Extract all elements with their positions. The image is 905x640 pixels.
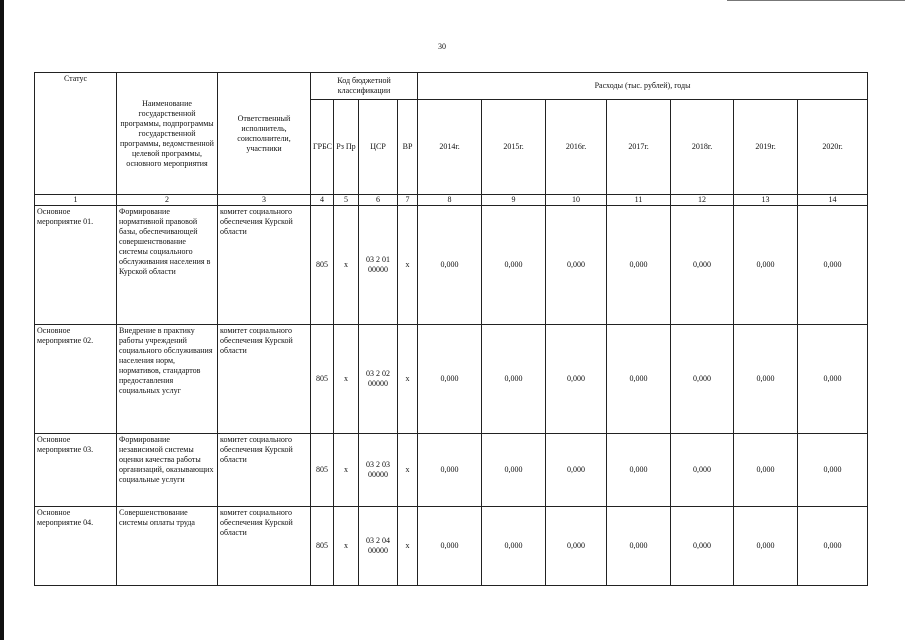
column-number: 12 [671,195,734,206]
header-year: 2020г. [798,100,868,195]
header-year: 2015г. [482,100,546,195]
row-status: Основное мероприятие 01. [35,206,117,325]
row-value: 0,000 [734,206,798,325]
row-rzpr: х [334,434,359,507]
scan-left-border [0,0,4,640]
row-csr: 03 2 01 00000 [359,206,398,325]
column-number: 14 [798,195,868,206]
column-number: 7 [398,195,418,206]
row-value: 0,000 [418,206,482,325]
row-value: 0,000 [546,434,607,507]
row-status: Основное мероприятие 04. [35,507,117,586]
row-value: 0,000 [607,507,671,586]
row-value: 0,000 [671,325,734,434]
row-vr: х [398,434,418,507]
header-year: 2016г. [546,100,607,195]
row-value: 0,000 [607,434,671,507]
column-number: 8 [418,195,482,206]
row-rzpr: х [334,325,359,434]
table-row [35,507,868,586]
row-grbs: 805 [311,434,334,507]
row-name: Внедрение в практику работы учреждений социального обслуживания населения норм, нормативов, стандартов предоставления социальных услуг [117,325,218,434]
header-grbs: ГРБС [311,100,334,195]
column-number: 3 [218,195,311,206]
row-rzpr: х [334,507,359,586]
column-number: 9 [482,195,546,206]
row-value: 0,000 [798,434,868,507]
budget-table [34,72,868,586]
header-expenses: Расходы (тыс. рублей), годы [418,73,868,100]
row-status: Основное мероприятие 02. [35,325,117,434]
row-value: 0,000 [418,434,482,507]
column-number: 13 [734,195,798,206]
row-value: 0,000 [418,507,482,586]
column-number: 1 [35,195,117,206]
row-value: 0,000 [734,325,798,434]
column-number: 11 [607,195,671,206]
row-value: 0,000 [798,507,868,586]
row-value: 0,000 [482,507,546,586]
row-value: 0,000 [482,206,546,325]
row-vr: х [398,507,418,586]
row-value: 0,000 [671,206,734,325]
row-csr: 03 2 02 00000 [359,325,398,434]
scan-top-line [727,0,905,1]
row-rzpr: х [334,206,359,325]
column-number: 4 [311,195,334,206]
row-value: 0,000 [607,325,671,434]
header-year: 2017г. [607,100,671,195]
header-year: 2014г. [418,100,482,195]
column-number: 10 [546,195,607,206]
header-budget-code: Код бюджетной классификации [311,73,418,100]
row-grbs: 805 [311,206,334,325]
row-value: 0,000 [546,507,607,586]
row-value: 0,000 [607,206,671,325]
header-rzpr: Рз Пр [334,100,359,195]
table-row [35,206,868,325]
header-program: Наименование государственной программы, подпрограммы государственной программы, ведомственной целевой программы, основного мероприятия [117,73,218,195]
row-value: 0,000 [418,325,482,434]
row-value: 0,000 [734,507,798,586]
row-value: 0,000 [546,325,607,434]
row-vr: х [398,206,418,325]
header-vr: ВР [398,100,418,195]
row-csr: 03 2 03 00000 [359,434,398,507]
header-year: 2018г. [671,100,734,195]
row-grbs: 805 [311,507,334,586]
row-value: 0,000 [546,206,607,325]
row-name: Формирование нормативной правовой базы, обеспечивающей совершенствование системы социального обслуживания населения в Курской области [117,206,218,325]
header-row-1 [35,73,868,100]
row-value: 0,000 [671,434,734,507]
row-executor: комитет социального обеспечения Курской области [218,206,311,325]
row-name: Совершенствование системы оплаты труда [117,507,218,586]
column-number-row [35,195,868,206]
row-vr: х [398,325,418,434]
row-value: 0,000 [798,206,868,325]
header-csr: ЦСР [359,100,398,195]
header-year: 2019г. [734,100,798,195]
row-csr: 03 2 04 00000 [359,507,398,586]
row-value: 0,000 [798,325,868,434]
row-executor: комитет социального обеспечения Курской области [218,325,311,434]
column-number: 6 [359,195,398,206]
table-row [35,434,868,507]
column-number: 5 [334,195,359,206]
row-executor: комитет социального обеспечения Курской области [218,434,311,507]
table-row [35,325,868,434]
column-number: 2 [117,195,218,206]
row-value: 0,000 [734,434,798,507]
header-executor: Ответственный исполнитель, соисполнители, участники [218,73,311,195]
row-name: Формирование независимой системы оценки качества работы организаций, оказывающих социальные услуги [117,434,218,507]
row-status: Основное мероприятие 03. [35,434,117,507]
row-executor: комитет социального обеспечения Курской области [218,507,311,586]
page-number: 30 [438,42,446,51]
row-value: 0,000 [482,434,546,507]
row-grbs: 805 [311,325,334,434]
header-status: Статус [35,73,117,195]
row-value: 0,000 [671,507,734,586]
row-value: 0,000 [482,325,546,434]
